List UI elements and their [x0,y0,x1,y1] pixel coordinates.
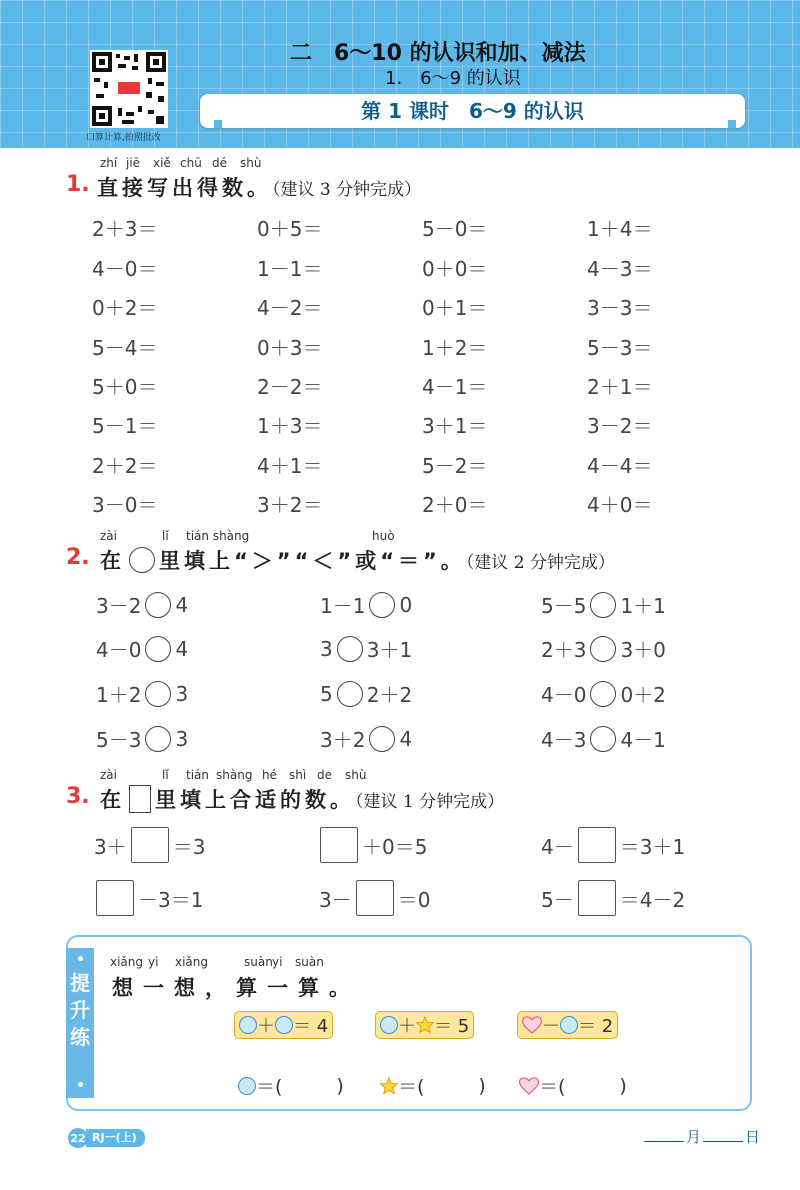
side-char: 提 [70,971,90,995]
q3-pre: 3＋ [94,834,127,859]
q3-pinyin-1: zài [100,768,117,782]
q2-compare-item [320,590,412,619]
q3-pinyin-3: tián [186,768,209,782]
q1-pinyin-5: dé [212,156,227,170]
q3-text-a: 在 [100,788,125,812]
q2-answer-circle[interactable] [590,592,616,618]
q1-pinyin-4: chū [180,156,202,170]
eq-result: ＝ 2 [578,1016,614,1037]
q3-pre: 4－ [541,834,574,859]
practice-side-tab [66,948,94,1098]
q3-instruction [100,784,504,815]
section-title: 1. 6～9 的认识 [385,68,521,89]
q2-left: 5－3 [96,728,142,752]
ans-open: ＝( [398,1076,425,1098]
lesson-title: 第 1 课时 6～9 的认识 [200,94,745,128]
q1-equation: 2＋2＝ [92,454,158,478]
q1-equation: 5－2＝ [422,454,488,478]
q3-pinyin-2: lǐ [162,768,169,782]
q2-compare-item [320,634,412,663]
q1-pinyin-1: zhí [100,156,118,170]
practice-pinyin-1: xiǎng [110,955,144,969]
practice-equation-2 [375,1011,474,1039]
q2-answer-circle[interactable] [369,592,395,618]
q2-answer-circle[interactable] [590,681,616,707]
circle-icon [238,1077,256,1095]
practice-pinyin-2: yi [148,955,159,969]
ans-close: ) [336,1074,344,1097]
side-char: 练 [70,1025,90,1049]
q2-left: 5 [320,681,333,706]
q3-post: －3＝1 [138,887,204,912]
lesson-bar-tab [214,120,222,128]
practice-text: 想一想，算一算。 [112,976,360,1000]
heart-icon [522,1016,542,1034]
q1-equation: 3－0＝ [92,493,158,517]
q2-answer-circle[interactable] [590,636,616,662]
q1-equation: 2－2＝ [257,375,323,399]
q3-pinyin-4: shàng [216,768,253,782]
month-label: 月 [686,1128,702,1146]
side-char: 升 [70,998,90,1022]
q2-compare-item [96,724,188,753]
q2-answer-circle[interactable] [590,726,616,752]
q2-compare-item [541,590,666,619]
q2-right: 0 [399,592,413,617]
q1-equation: 4－2＝ [257,296,323,320]
eq-result: ＝ 5 [434,1016,470,1037]
tab-dot [78,1082,83,1087]
q2-left: 1－1 [320,594,366,618]
q1-pinyin-2: jiē [126,156,141,170]
q1-equation: 3－3＝ [587,296,653,320]
star-icon [416,1016,434,1034]
q3-answer-box[interactable] [131,827,169,863]
q3-fill-item [94,827,205,863]
q2-compare-item [96,679,188,708]
q2-left: 4－3 [541,728,587,752]
ans-close: ) [619,1074,627,1097]
q1-equation: 5－1＝ [92,414,158,438]
lesson-bar-tab [728,120,736,128]
q2-left: 2＋3 [541,638,587,662]
q1-equation: 1＋4＝ [587,217,653,241]
q1-equation: 3＋2＝ [257,493,323,517]
q2-right: 3 [175,681,189,706]
q1-equation: 1＋3＝ [257,414,323,438]
q2-right: 4－1 [620,728,666,752]
q2-right: 3＋1 [366,638,413,662]
q3-pinyin-7: de [317,768,332,782]
date-field[interactable] [642,1126,760,1147]
q2-instruction [100,545,615,575]
q3-answer-box[interactable] [356,880,394,916]
circle-icon [275,1016,293,1034]
q2-text-a: 在 [100,549,125,573]
q2-compare-item [541,634,666,663]
q1-equation: 4＋0＝ [587,493,653,517]
q1-equation: 2＋3＝ [92,217,158,241]
eq-op: ＋ [257,1016,275,1037]
chapter-title: 二 6～10 的认识和加、减法 [290,41,586,66]
practice-pinyin-5: yi [272,955,283,969]
q2-right: 2＋2 [366,683,413,707]
qr-caption: 口算计算,拍照批改 [86,133,161,143]
q1-equation: 4＋1＝ [257,454,323,478]
answer-star[interactable] [380,1072,486,1099]
q2-compare-item [541,724,666,753]
q3-pre: 3－ [319,887,352,912]
q1-hint: （建议 3 分钟完成） [272,180,422,200]
practice-equation-3 [517,1011,618,1039]
q2-compare-item [96,634,188,663]
q2-answer-circle[interactable] [145,681,171,707]
page-number: 22 [68,1128,88,1148]
eq-op: － [542,1016,560,1037]
q2-answer-circle[interactable] [145,592,171,618]
q1-number: 1. [66,172,90,197]
q3-fill-item [541,827,685,863]
q2-compare-item [320,679,412,708]
practice-pinyin-6: suàn [295,955,324,969]
q1-pinyin-6: shù [240,156,262,170]
q2-left: 3－2 [96,594,142,618]
q3-fill-item [316,827,427,863]
q1-equation: 0＋3＝ [257,336,323,360]
circle-symbol [129,547,155,573]
q2-pinyin-3: tián shàng [186,529,250,543]
q1-equation: 5＋0＝ [92,375,158,399]
ans-open: ＝( [256,1076,283,1098]
ans-open: ＝( [539,1076,566,1098]
circle-icon [560,1016,578,1034]
q2-left: 3 [320,636,333,661]
q2-left: 4－0 [541,683,587,707]
q3-fill-item [541,880,685,916]
answer-heart[interactable] [519,1072,627,1099]
q1-equation: 4－4＝ [587,454,653,478]
q3-answer-box[interactable] [96,880,134,916]
q1-equation: 0＋2＝ [92,296,158,320]
q3-text-b: 里填上合适的数。 [155,788,355,812]
q3-post: ＝3 [172,834,206,859]
practice-pinyin-4: suàn [244,955,273,969]
q1-equation: 0＋0＝ [422,257,488,281]
q2-left: 3＋2 [320,728,366,752]
q3-answer-box[interactable] [578,880,616,916]
q2-answer-circle[interactable] [145,726,171,752]
q1-equation: 1－1＝ [257,257,323,281]
q1-equation: 4－3＝ [587,257,653,281]
q2-right: 0＋2 [620,683,666,707]
eq-op: ＋ [398,1016,416,1037]
star-icon [380,1077,398,1095]
q1-instruction [97,172,421,202]
q2-right: 4 [399,726,413,751]
q2-pinyin-2: lǐ [162,529,169,543]
q2-text-b: 里填上“＞”“＜”或“＝”。 [159,549,466,573]
q2-left: 1＋2 [96,683,142,707]
q2-hint: （建议 2 分钟完成） [465,553,615,573]
q1-equation: 3＋1＝ [422,414,488,438]
q3-pinyin-6: shì [289,768,307,782]
q3-answer-box[interactable] [320,827,358,863]
q3-fill-item [92,880,203,916]
q1-equation: 3－2＝ [587,414,653,438]
q1-equation: 1＋2＝ [422,336,488,360]
q2-right: 4 [175,592,189,617]
q1-text: 直接写出得数。 [97,176,272,200]
page-badge [68,1128,145,1148]
practice-equation-1 [234,1011,333,1039]
q1-equation: 0＋5＝ [257,217,323,241]
q1-equation: 2＋1＝ [587,375,653,399]
q2-answer-circle[interactable] [369,726,395,752]
q2-pinyin-4: huò [372,529,395,543]
answer-circle[interactable] [238,1072,344,1099]
qr-code-icon [92,52,166,126]
q1-equation: 5－3＝ [587,336,653,360]
q2-answer-circle[interactable] [337,681,363,707]
q2-compare-item [96,590,188,619]
q2-compare-item [320,724,412,753]
practice-pinyin-3: xiǎng [175,955,209,969]
q2-compare-item [541,679,666,708]
q1-equation: 5－4＝ [92,336,158,360]
q3-pinyin-5: hé [262,768,277,782]
q2-pinyin-1: zài [100,529,117,543]
q2-left: 4－0 [96,638,142,662]
q3-post: ＋0＝5 [362,834,428,859]
ans-close: ) [478,1074,486,1097]
day-label: 日 [745,1128,761,1146]
eq-result: ＝ 4 [293,1016,329,1037]
q3-number: 3. [66,784,90,809]
q1-pinyin-3: xiě [153,156,171,170]
q3-answer-box[interactable] [578,827,616,863]
q2-left: 5－5 [541,594,587,618]
q2-right: 3 [175,726,189,751]
circle-icon [380,1016,398,1034]
q2-right: 1＋1 [620,594,666,618]
circle-icon [239,1016,257,1034]
q3-post: ＝0 [397,887,431,912]
q1-equation: 2＋0＝ [422,493,488,517]
q3-hint: （建议 1 分钟完成） [355,792,505,812]
edition-label: RJ一(上) [86,1129,145,1147]
box-symbol [129,785,151,813]
q2-right: 4 [175,636,189,661]
q3-pinyin-8: shù [345,768,367,782]
q2-right: 3＋0 [620,638,666,662]
q3-fill-item [319,880,430,916]
q3-pre: 5－ [541,887,574,912]
q3-post: ＝3＋1 [619,834,686,859]
heart-icon [519,1077,539,1095]
tab-dot [78,956,83,961]
q2-answer-circle[interactable] [337,636,363,662]
q2-number: 2. [66,545,90,570]
q3-post: ＝4－2 [619,887,686,912]
qr-code[interactable] [90,50,168,128]
q1-equation: 4－1＝ [422,375,488,399]
q1-equation: 0＋1＝ [422,296,488,320]
q1-equation: 4－0＝ [92,257,158,281]
q1-equation: 5－0＝ [422,217,488,241]
q2-answer-circle[interactable] [145,636,171,662]
